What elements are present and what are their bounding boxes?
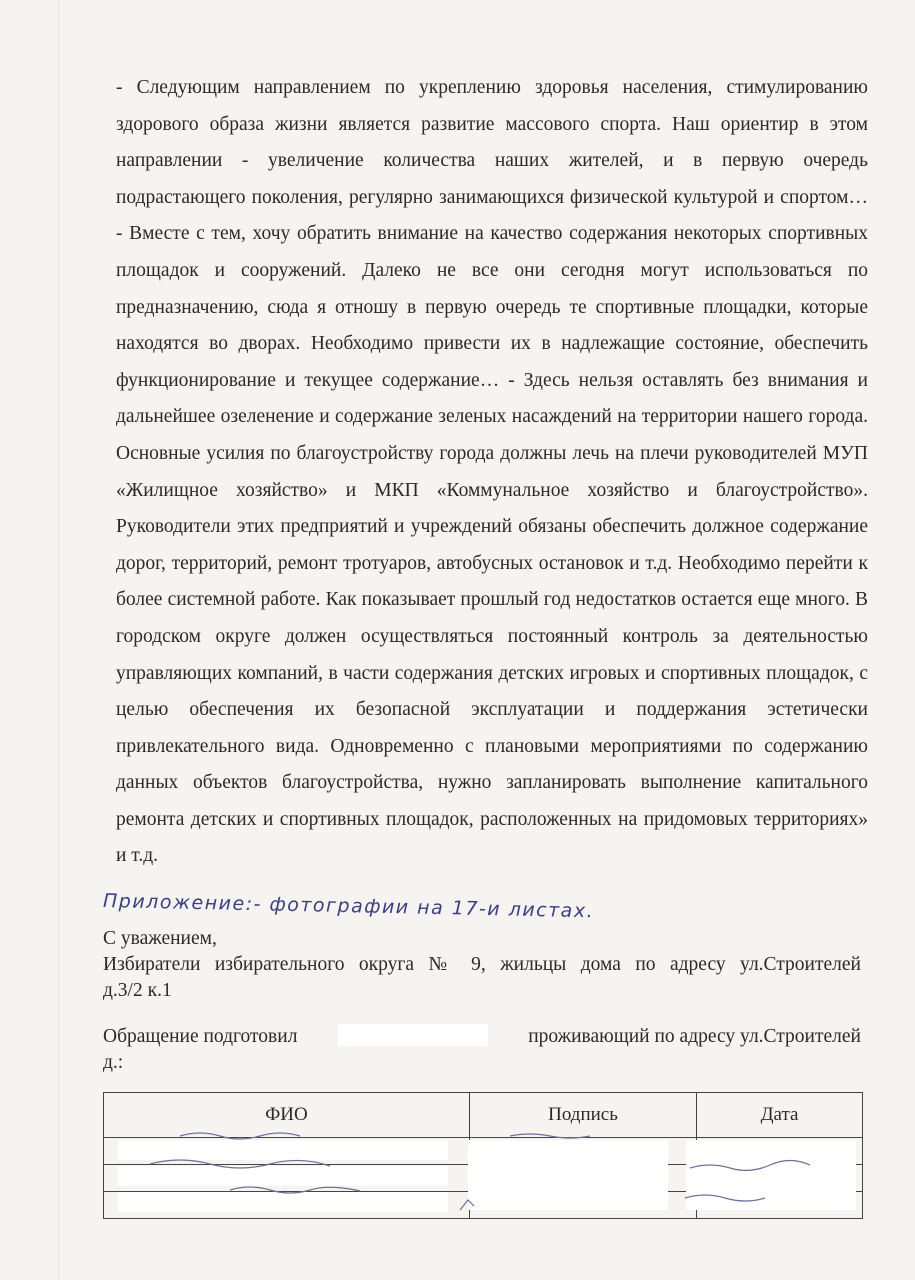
signoff-block bbox=[103, 926, 861, 1004]
header-date: Дата bbox=[697, 1093, 863, 1138]
prepared-by-address: д.: bbox=[103, 1052, 124, 1073]
signatories-address: д.3/2 к.1 bbox=[103, 980, 172, 1001]
body-paragraph: - Следующим направлением по укреплению здоровья населения, стимулированию здорового образа жизни является развитие массового спорта. Наш ориентир в этом направлении - увеличение количества наших жителей, и в первую очередь подрастающего поколения, регулярно занимающихся физической культурой и спортом… - Вместе с тем, хочу обратить внимание на качество содержания некоторых спортивных площадок и сооружений. Далеко не все они сегодня могут использоваться по предназначению, сюда я отношу в первую очередь те спортивные площадки, которые находятся во дворах. Необходимо привести их в надлежащие состояние, обеспечить функционирование и текущее содержание… - Здесь нельзя оставлять без внимания и дальнейшее озеленение и содержание зеленых насаждений на территории нашего города. Основные усилия по благоустройству города должны лечь на плечи руководителей МУП «Жилищное хозяйство» и МКП «Коммунальное хозяйство и благоустройство». Руководители этих предприятий и учреждений обязаны обеспечить должное содержание дорог, территорий, ремонт тротуаров, автобусных остановок и т.д. Необходимо перейти к более системной работе. Как показывает прошлый год недостатков остается еще много. В городском округе должен осуществляться постоянный контроль за деятельностью управляющих компаний, в части содержания детских игровых и спортивных площадок, с целью обеспечения их безопасной эксплуатации и поддержания эстетически привлекательного вида. Одновременно с плановыми мероприятиями по содержанию данных объектов благоустройства, нужно запланировать выполнение капитального ремонта детских и спортивных площадок, расположенных на придомовых территориях» и т.д. bbox=[116, 77, 868, 867]
handwritten-attachment-note: Приложение:- фотографии на 17-и листах. bbox=[102, 890, 595, 923]
signatories-line: Избиратели избирательного округа № 9, жильцы дома по адресу ул.Строителей bbox=[103, 954, 861, 975]
page-fold-shadow bbox=[58, 0, 60, 1280]
header-signature: Подпись bbox=[470, 1093, 697, 1138]
header-fio: ФИО bbox=[104, 1093, 470, 1138]
redacted-name bbox=[338, 1024, 488, 1046]
handwriting-remnant bbox=[110, 1128, 860, 1223]
prepared-by-residence: проживающий по адресу ул.Строителей bbox=[528, 1026, 861, 1047]
prepared-by-label: Обращение подготовил bbox=[103, 1026, 298, 1047]
greeting: С уважением, bbox=[103, 928, 217, 949]
prepared-by-block bbox=[103, 1024, 861, 1076]
